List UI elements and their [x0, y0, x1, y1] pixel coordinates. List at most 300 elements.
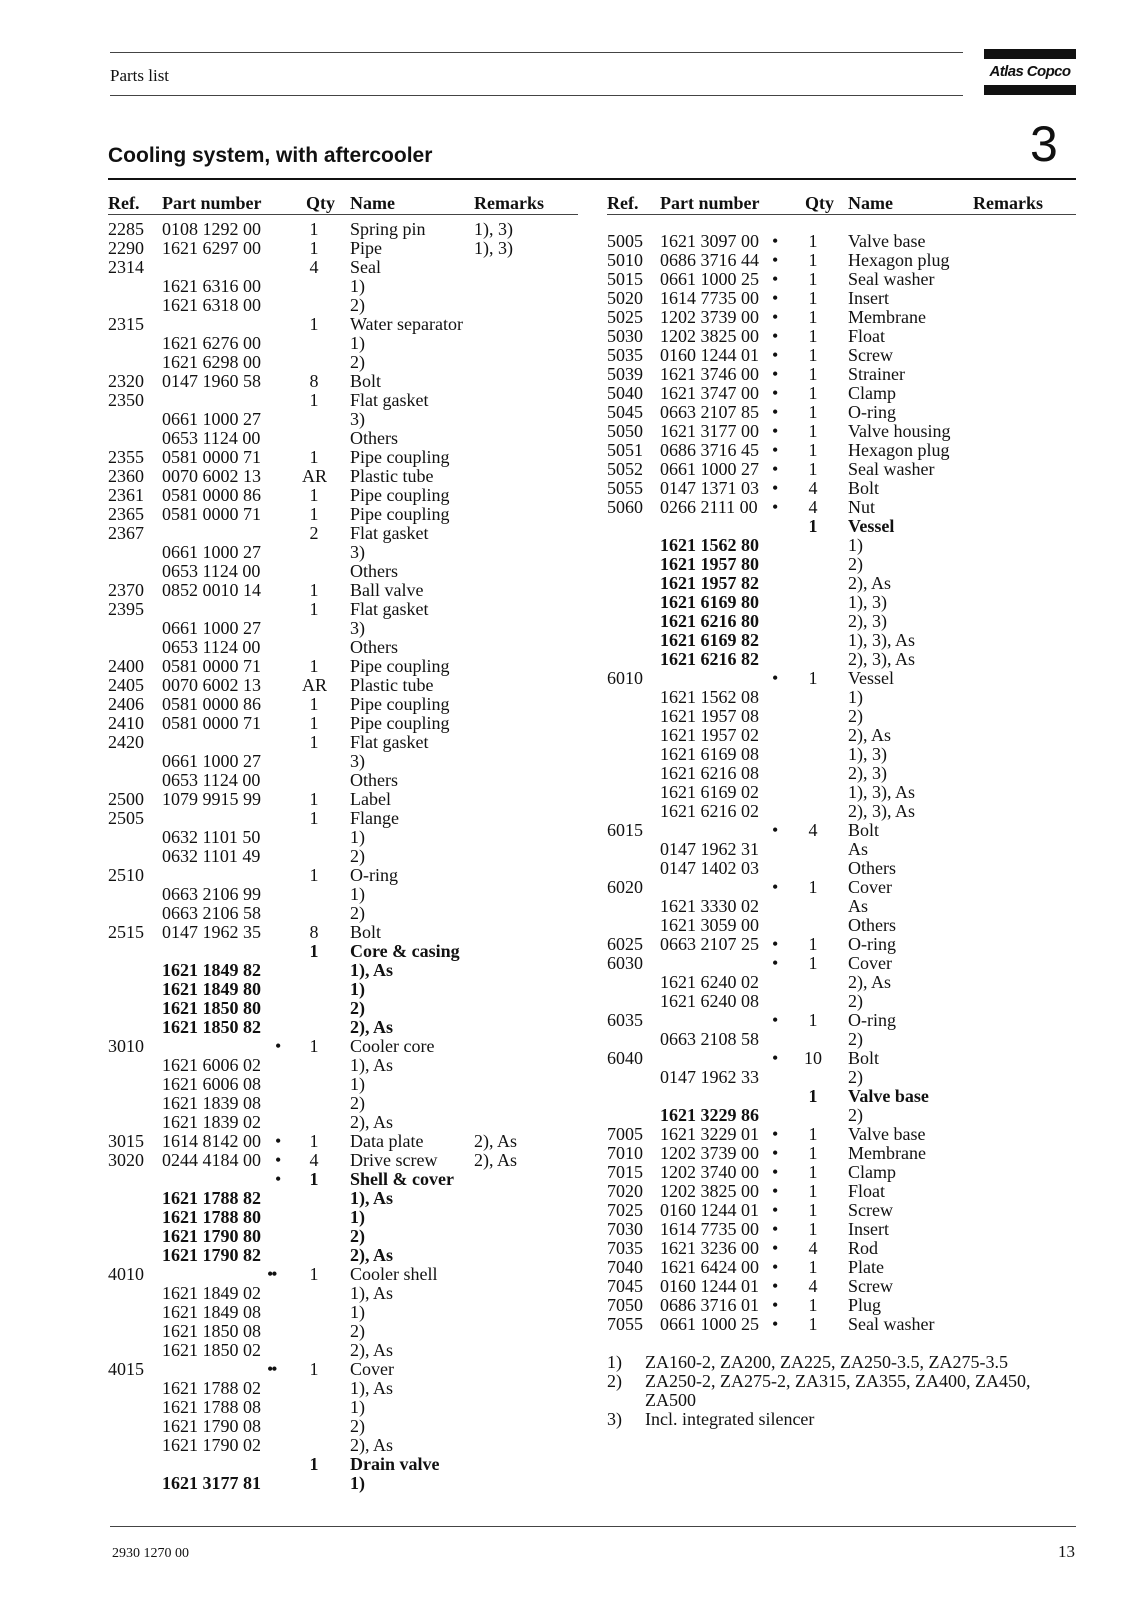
part-number-cell: 1614 8142 00: [162, 1131, 261, 1151]
name-cell: 1): [350, 1397, 365, 1417]
part-number-cell: 0147 1402 03: [660, 858, 759, 878]
name-cell: As: [848, 896, 869, 916]
part-number-cell: 0160 1244 01: [660, 345, 759, 365]
part-number-cell: 0686 3716 01: [660, 1295, 759, 1315]
name-cell: Float: [848, 1181, 886, 1201]
qty-cell: 4: [808, 1238, 818, 1258]
ref-cell: 6025: [607, 934, 643, 954]
name-cell: 1): [848, 535, 863, 555]
part-number-cell: 0661 1000 27: [162, 542, 261, 562]
part-number-cell: 0852 0010 14: [162, 580, 261, 600]
left-col-qty-header: Qty: [306, 193, 335, 213]
name-cell: 1), 3): [848, 744, 887, 764]
ref-cell: 6020: [607, 877, 643, 897]
part-number-cell: 1202 3740 00: [660, 1162, 759, 1182]
name-cell: Label: [350, 789, 391, 809]
part-number-cell: 0581 0000 71: [162, 447, 261, 467]
right-col-ref-header: Ref.: [607, 193, 639, 213]
part-number-cell: 0663 2108 58: [660, 1029, 759, 1049]
footer-rule: [110, 1526, 1076, 1527]
qty-cell: 4: [808, 478, 818, 498]
name-cell: Cover: [848, 877, 892, 897]
qty-cell: 1: [808, 364, 818, 384]
name-cell: 2): [848, 1029, 863, 1049]
ref-cell: 4015: [108, 1359, 144, 1379]
qty-cell: 1: [309, 390, 319, 410]
ref-cell: 6040: [607, 1048, 643, 1068]
chapter-number: 3: [1030, 116, 1058, 172]
title-rule: [108, 178, 1076, 180]
ref-cell: 3020: [108, 1150, 144, 1170]
ref-cell: 3015: [108, 1131, 144, 1151]
left-col-name-header: Name: [350, 193, 395, 213]
ref-cell: 2285: [108, 219, 144, 239]
ref-cell: 2315: [108, 314, 144, 334]
name-cell: Cover: [848, 953, 892, 973]
page-title: Cooling system, with aftercooler: [108, 144, 433, 167]
name-cell: 2): [848, 706, 863, 726]
dot-marker: •: [772, 668, 777, 688]
part-number-cell: 1621 1850 80: [162, 998, 261, 1018]
part-number-cell: 1202 3825 00: [660, 326, 759, 346]
dot-marker: •: [275, 1150, 280, 1170]
ref-cell: 2420: [108, 732, 144, 752]
part-number-cell: 1202 3825 00: [660, 1181, 759, 1201]
ref-cell: 5005: [607, 231, 643, 251]
dot-marker: ••: [267, 1264, 276, 1284]
ref-cell: 7055: [607, 1314, 643, 1334]
name-cell: 2), As: [350, 1435, 394, 1455]
ref-cell: 3010: [108, 1036, 144, 1056]
qty-cell: 1: [808, 1257, 818, 1277]
name-cell: 2): [350, 1416, 365, 1436]
name-cell: 1), 3): [848, 592, 887, 612]
ref-cell: 5040: [607, 383, 643, 403]
ref-cell: 2361: [108, 485, 144, 505]
dot-marker: •: [772, 421, 777, 441]
name-cell: Rod: [848, 1238, 879, 1258]
qty-cell: 1: [808, 421, 818, 441]
part-number-cell: 1621 1788 80: [162, 1207, 261, 1227]
dot-marker: •: [772, 1010, 777, 1030]
ref-cell: 6015: [607, 820, 643, 840]
ref-cell: 2290: [108, 238, 144, 258]
ref-cell: 6030: [607, 953, 643, 973]
part-number-cell: 0147 1962 35: [162, 922, 261, 942]
name-cell: Pipe coupling: [350, 713, 450, 733]
qty-cell: 4: [808, 497, 818, 517]
name-cell: Bolt: [350, 922, 382, 942]
part-number-cell: 1621 1849 82: [162, 960, 261, 980]
name-cell: Drain valve: [350, 1454, 440, 1474]
name-cell: Nut: [848, 497, 875, 517]
dot-marker: •: [772, 269, 777, 289]
name-cell: Bolt: [848, 820, 880, 840]
part-number-cell: 1621 6006 08: [162, 1074, 261, 1094]
part-number-cell: 1621 6297 00: [162, 238, 261, 258]
part-number-cell: 0147 1962 33: [660, 1067, 759, 1087]
qty-cell: 1: [808, 1181, 818, 1201]
qty-cell: 1: [309, 238, 319, 258]
name-cell: Others: [350, 561, 398, 581]
part-number-cell: 1621 1790 08: [162, 1416, 261, 1436]
qty-cell: 1: [808, 1200, 818, 1220]
qty-cell: 1: [309, 599, 319, 619]
name-cell: O-ring: [848, 402, 896, 422]
part-number-cell: 0661 1000 27: [162, 618, 261, 638]
name-cell: 2): [848, 1067, 863, 1087]
part-number-cell: 0160 1244 01: [660, 1200, 759, 1220]
header-label: Parts list: [110, 66, 170, 85]
ref-cell: 4010: [108, 1264, 144, 1284]
part-number-cell: 0661 1000 27: [660, 459, 759, 479]
part-number-cell: 1621 1849 02: [162, 1283, 261, 1303]
name-cell: Screw: [848, 1276, 893, 1296]
part-number-cell: 0663 2106 58: [162, 903, 261, 923]
dot-marker: •: [772, 1295, 777, 1315]
name-cell: 2), As: [350, 1245, 394, 1265]
qty-cell: 4: [808, 1276, 818, 1296]
name-cell: Flat gasket: [350, 599, 429, 619]
name-cell: Bolt: [350, 371, 382, 391]
dot-marker: •: [275, 1036, 280, 1056]
name-cell: 2), As: [848, 725, 892, 745]
qty-cell: 1: [808, 877, 818, 897]
name-cell: Others: [848, 915, 896, 935]
ref-cell: 7005: [607, 1124, 643, 1144]
part-number-cell: 1202 3739 00: [660, 307, 759, 327]
ref-cell: 2410: [108, 713, 144, 733]
name-cell: Flat gasket: [350, 732, 429, 752]
name-cell: Others: [848, 858, 896, 878]
name-cell: Vessel: [848, 516, 895, 536]
name-cell: 1): [350, 884, 365, 904]
remarks-cell: 1), 3): [474, 219, 513, 239]
part-number-cell: 0653 1124 00: [162, 428, 261, 448]
footnote-mark: 3): [607, 1409, 622, 1429]
qty-cell: 1: [309, 447, 319, 467]
name-cell: 2), As: [350, 1340, 394, 1360]
dot-marker: •: [772, 1124, 777, 1144]
part-number-cell: 1621 1788 02: [162, 1378, 261, 1398]
name-cell: 1), As: [350, 960, 394, 980]
ref-cell: 5035: [607, 345, 643, 365]
name-cell: Flat gasket: [350, 390, 429, 410]
name-cell: 2): [350, 352, 365, 372]
name-cell: 2): [350, 903, 365, 923]
qty-cell: 1: [309, 656, 319, 676]
name-cell: Drive screw: [350, 1150, 438, 1170]
footnote-text: ZA160-2, ZA200, ZA225, ZA250-3.5, ZA275-3.5: [645, 1352, 1008, 1372]
part-number-cell: 1621 1850 08: [162, 1321, 261, 1341]
part-number-cell: 0160 1244 01: [660, 1276, 759, 1296]
part-number-cell: 0581 0000 86: [162, 485, 261, 505]
name-cell: 2): [848, 1105, 863, 1125]
right-col-name-header: Name: [848, 193, 893, 213]
part-number-cell: 0581 0000 71: [162, 656, 261, 676]
name-cell: Pipe coupling: [350, 485, 450, 505]
name-cell: Plastic tube: [350, 466, 434, 486]
qty-cell: 1: [808, 459, 818, 479]
name-cell: Clamp: [848, 1162, 896, 1182]
name-cell: 2), 3): [848, 611, 887, 631]
part-number-cell: 1621 1957 82: [660, 573, 759, 593]
part-number-cell: 0147 1371 03: [660, 478, 759, 498]
left-col-part-number-header: Part number: [162, 193, 262, 213]
qty-cell: 1: [309, 314, 319, 334]
qty-cell: 1: [309, 1169, 319, 1189]
name-cell: Pipe coupling: [350, 504, 450, 524]
ref-cell: 2314: [108, 257, 144, 277]
part-number-cell: 1614 7735 00: [660, 288, 759, 308]
part-number-cell: 1621 1790 02: [162, 1435, 261, 1455]
qty-cell: 1: [808, 1219, 818, 1239]
part-number-cell: 1621 1839 02: [162, 1112, 261, 1132]
qty-cell: 1: [808, 1010, 818, 1030]
part-number-cell: 1621 6316 00: [162, 276, 261, 296]
part-number-cell: 0663 2106 99: [162, 884, 261, 904]
ref-cell: 2355: [108, 447, 144, 467]
ref-cell: 7045: [607, 1276, 643, 1296]
ref-cell: 2370: [108, 580, 144, 600]
dot-marker: •: [772, 1219, 777, 1239]
part-number-cell: 1621 3747 00: [660, 383, 759, 403]
ref-cell: 5045: [607, 402, 643, 422]
name-cell: Pipe coupling: [350, 656, 450, 676]
part-number-cell: 1621 1957 80: [660, 554, 759, 574]
footnote-text: ZA250-2, ZA275-2, ZA315, ZA355, ZA400, ZA450,: [645, 1371, 1031, 1391]
logo-bar-bottom: [984, 85, 1076, 95]
part-number-cell: 0581 0000 86: [162, 694, 261, 714]
dot-marker: •: [772, 1143, 777, 1163]
document-code: 2930 1270 00: [112, 1546, 189, 1561]
name-cell: Flange: [350, 808, 399, 828]
name-cell: Ball valve: [350, 580, 424, 600]
name-cell: 2): [350, 846, 365, 866]
part-number-cell: 1621 1790 80: [162, 1226, 261, 1246]
dot-marker: •: [772, 459, 777, 479]
part-number-cell: 1621 6006 02: [162, 1055, 261, 1075]
ref-cell: 5060: [607, 497, 643, 517]
name-cell: Plug: [848, 1295, 882, 1315]
qty-cell: 1: [808, 383, 818, 403]
part-number-cell: 0266 2111 00: [660, 497, 758, 517]
part-number-cell: 0653 1124 00: [162, 561, 261, 581]
name-cell: 2), As: [350, 1112, 394, 1132]
name-cell: 3): [350, 618, 365, 638]
name-cell: 1): [350, 1302, 365, 1322]
part-number-cell: 1621 6240 02: [660, 972, 759, 992]
qty-cell: 1: [808, 250, 818, 270]
part-number-cell: 1621 6240 08: [660, 991, 759, 1011]
ref-cell: 2510: [108, 865, 144, 885]
name-cell: Insert: [848, 1219, 889, 1239]
ref-cell: 2360: [108, 466, 144, 486]
part-number-cell: 0663 2107 85: [660, 402, 759, 422]
name-cell: Data plate: [350, 1131, 424, 1151]
dot-marker: •: [772, 934, 777, 954]
part-number-cell: 0661 1000 27: [162, 751, 261, 771]
ref-cell: 5055: [607, 478, 643, 498]
left-col-ref-header: Ref.: [108, 193, 140, 213]
name-cell: 2), As: [848, 972, 892, 992]
part-number-cell: 1621 3746 00: [660, 364, 759, 384]
name-cell: Cooler core: [350, 1036, 435, 1056]
part-number-cell: 1621 3177 00: [660, 421, 759, 441]
name-cell: 1): [350, 276, 365, 296]
footnote-text: ZA500: [645, 1390, 696, 1410]
part-number-cell: 1202 3739 00: [660, 1143, 759, 1163]
ref-cell: 7040: [607, 1257, 643, 1277]
name-cell: Pipe coupling: [350, 694, 450, 714]
ref-cell: 7030: [607, 1219, 643, 1239]
ref-cell: 7035: [607, 1238, 643, 1258]
part-number-cell: 1621 1850 02: [162, 1340, 261, 1360]
qty-cell: 1: [309, 1131, 319, 1151]
part-number-cell: 1621 3059 00: [660, 915, 759, 935]
dot-marker: •: [772, 231, 777, 251]
qty-cell: 1: [808, 1143, 818, 1163]
dot-marker: ••: [267, 1359, 276, 1379]
name-cell: Bolt: [848, 478, 880, 498]
name-cell: 3): [350, 751, 365, 771]
remarks-cell: 1), 3): [474, 238, 513, 258]
part-number-cell: 0661 1000 25: [660, 269, 759, 289]
name-cell: Membrane: [848, 307, 926, 327]
left-header-rule: [108, 214, 578, 215]
ref-cell: 5030: [607, 326, 643, 346]
part-number-cell: 0686 3716 45: [660, 440, 759, 460]
qty-cell: AR: [302, 675, 328, 695]
part-number-cell: 1621 3229 01: [660, 1124, 759, 1144]
ref-cell: 2400: [108, 656, 144, 676]
name-cell: 2), 3), As: [848, 649, 915, 669]
name-cell: Seal washer: [848, 459, 935, 479]
name-cell: Screw: [848, 345, 893, 365]
part-number-cell: 1621 6216 08: [660, 763, 759, 783]
dot-marker: •: [772, 1314, 777, 1334]
right-col-qty-header: Qty: [805, 193, 834, 213]
name-cell: Valve housing: [848, 421, 951, 441]
part-number-cell: 1621 1850 82: [162, 1017, 261, 1037]
name-cell: O-ring: [848, 1010, 896, 1030]
part-number-cell: 1621 6216 02: [660, 801, 759, 821]
part-number-cell: 0070 6002 13: [162, 675, 261, 695]
qty-cell: 1: [309, 1264, 319, 1284]
footnote-text: Incl. integrated silencer: [645, 1409, 815, 1429]
part-number-cell: 0581 0000 71: [162, 504, 261, 524]
right-header-rule: [607, 214, 1076, 215]
qty-cell: 8: [309, 371, 319, 391]
ref-cell: 5010: [607, 250, 643, 270]
part-number-cell: 0244 4184 00: [162, 1150, 261, 1170]
part-number-cell: 1621 6169 02: [660, 782, 759, 802]
part-number-cell: 1621 1849 80: [162, 979, 261, 999]
qty-cell: 1: [808, 953, 818, 973]
name-cell: Bolt: [848, 1048, 880, 1068]
remarks-cell: 2), As: [474, 1131, 518, 1151]
ref-cell: 7010: [607, 1143, 643, 1163]
name-cell: As: [848, 839, 869, 859]
qty-cell: 1: [309, 219, 319, 239]
dot-marker: •: [772, 1257, 777, 1277]
dot-marker: •: [772, 364, 777, 384]
name-cell: O-ring: [848, 934, 896, 954]
name-cell: 1): [350, 333, 365, 353]
name-cell: 3): [350, 542, 365, 562]
dot-marker: •: [772, 402, 777, 422]
qty-cell: 1: [808, 402, 818, 422]
name-cell: Water separator: [350, 314, 463, 334]
part-number-cell: 1621 6318 00: [162, 295, 261, 315]
dot-marker: •: [772, 345, 777, 365]
name-cell: 1): [350, 1074, 365, 1094]
name-cell: Others: [350, 637, 398, 657]
qty-cell: 1: [808, 326, 818, 346]
ref-cell: 2405: [108, 675, 144, 695]
dot-marker: •: [772, 1181, 777, 1201]
part-number-cell: 1079 9915 99: [162, 789, 261, 809]
part-number-cell: 0663 2107 25: [660, 934, 759, 954]
qty-cell: 1: [808, 934, 818, 954]
dot-marker: •: [772, 1048, 777, 1068]
qty-cell: 1: [808, 307, 818, 327]
qty-cell: 1: [808, 668, 818, 688]
part-number-cell: 1614 7735 00: [660, 1219, 759, 1239]
name-cell: 2), 3): [848, 763, 887, 783]
name-cell: Others: [350, 428, 398, 448]
ref-cell: 5039: [607, 364, 643, 384]
name-cell: 2): [848, 554, 863, 574]
name-cell: Insert: [848, 288, 889, 308]
name-cell: Plastic tube: [350, 675, 434, 695]
name-cell: 2), 3), As: [848, 801, 915, 821]
name-cell: Hexagon plug: [848, 440, 950, 460]
part-number-cell: 0632 1101 50: [162, 827, 261, 847]
qty-cell: 1: [309, 1359, 319, 1379]
qty-cell: 1: [808, 516, 818, 536]
name-cell: 1), As: [350, 1188, 394, 1208]
part-number-cell: 1621 6216 80: [660, 611, 759, 631]
name-cell: Cooler shell: [350, 1264, 438, 1284]
name-cell: 1): [350, 1473, 365, 1493]
part-number-cell: 0661 1000 27: [162, 409, 261, 429]
name-cell: Flat gasket: [350, 523, 429, 543]
qty-cell: 1: [309, 808, 319, 828]
name-cell: Others: [350, 770, 398, 790]
ref-cell: 2350: [108, 390, 144, 410]
part-number-cell: 0581 0000 71: [162, 713, 261, 733]
part-number-cell: 1621 1788 08: [162, 1397, 261, 1417]
name-cell: 2): [350, 998, 365, 1018]
name-cell: 1), As: [350, 1055, 394, 1075]
ref-cell: 7015: [607, 1162, 643, 1182]
header-bottom-rule: [110, 95, 963, 96]
qty-cell: 4: [309, 257, 319, 277]
page-number: 13: [1058, 1542, 1075, 1561]
atlas-copco-logo: [984, 49, 1076, 95]
name-cell: Plate: [848, 1257, 884, 1277]
part-number-cell: 0108 1292 00: [162, 219, 261, 239]
right-col-part-number-header: Part number: [660, 193, 760, 213]
ref-cell: 2395: [108, 599, 144, 619]
name-cell: Pipe: [350, 238, 383, 258]
part-number-cell: 1621 6169 80: [660, 592, 759, 612]
ref-cell: 5020: [607, 288, 643, 308]
dot-marker: •: [772, 1238, 777, 1258]
name-cell: 2): [350, 1093, 365, 1113]
name-cell: Strainer: [848, 364, 905, 384]
